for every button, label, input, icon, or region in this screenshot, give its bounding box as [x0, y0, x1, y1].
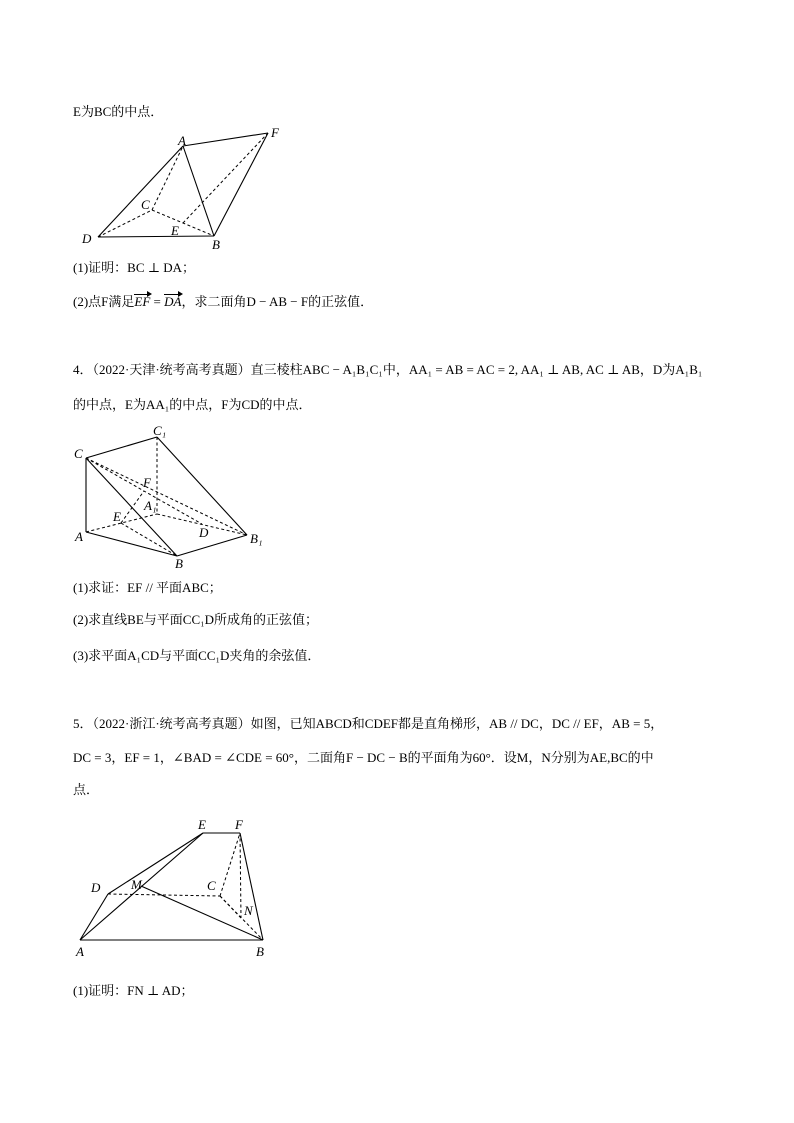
q3-part2-eq: =: [150, 294, 165, 309]
figure-q5: [75, 817, 264, 959]
edge-ab: [183, 146, 214, 236]
label-d: D: [91, 880, 101, 895]
label-f: F: [143, 475, 151, 490]
edge-c1b1: [157, 437, 247, 535]
figure-q3: [81, 125, 280, 252]
label-e: E: [198, 817, 206, 832]
q4-stem-line2: 的中点，E为AA₁的中点，F为CD的中点．: [73, 397, 312, 412]
vector-ef: EF: [134, 294, 151, 309]
label-e: E: [171, 223, 179, 238]
label-f: F: [271, 125, 279, 140]
label-f: F: [235, 817, 243, 832]
label-a: A: [76, 944, 84, 959]
edge-db: [98, 236, 214, 237]
edge-dc: [98, 210, 152, 237]
edge-cn: [220, 896, 241, 918]
label-a1: A₁: [144, 498, 157, 513]
edge-cb1: [86, 458, 247, 535]
label-d: D: [199, 525, 209, 540]
edge-bb1: [177, 535, 247, 556]
q4-part3: (3)求平面A₁CD与平面CC₁D夹角的余弦值．: [73, 648, 321, 663]
q3-intro-tail: E为BC的中点．: [73, 104, 164, 119]
q4-stem-line1: 4．（2022·天津·统考高考真题）直三棱柱ABC − A₁B₁C₁中，AA₁ = AB = AC = 2, AA₁ ⊥ AB, AC ⊥ AB，D为A₁B₁: [73, 362, 703, 377]
edge-ab: [86, 532, 177, 556]
edge-cf: [220, 833, 240, 896]
figure-q4: [74, 423, 262, 571]
edge-ad: [80, 894, 108, 940]
vector-da: DA: [164, 294, 182, 309]
edge-af: [183, 133, 268, 146]
label-e: E: [113, 509, 121, 524]
edge-fb: [214, 133, 268, 236]
q4-part2: (2)求直线BE与平面CC₁D所成角的正弦值；: [73, 612, 319, 627]
label-d: D: [82, 231, 92, 246]
edge-fb: [240, 833, 263, 940]
label-c: C: [207, 878, 216, 893]
edge-ca: [152, 146, 183, 210]
edge-de: [108, 833, 203, 894]
label-b: B: [256, 944, 264, 959]
edge-cb: [220, 896, 263, 940]
q5-stem-line2: DC = 3，EF = 1，∠BAD = ∠CDE = 60°，二面角F − DC − B的平面角为60°．设M，N分别为AE,BC的中: [73, 750, 654, 765]
label-c: C: [141, 197, 150, 212]
q3-part1: (1)证明：BC ⊥ DA；: [73, 260, 196, 275]
edge-cc1: [86, 437, 157, 458]
label-m: M: [131, 877, 142, 892]
q4-part1: (1)求证：EF // 平面ABC；: [73, 580, 222, 595]
edge-cb: [86, 458, 177, 556]
q5-part1: (1)证明：FN ⊥ AD；: [73, 983, 194, 998]
label-c1: C₁: [153, 423, 167, 438]
label-a: A: [75, 529, 83, 544]
edge-fn: [240, 833, 241, 918]
label-b: B: [212, 237, 220, 252]
label-b: B: [175, 556, 183, 571]
q3-part2-pre: (2)点F满足: [73, 294, 135, 309]
edge-be: [121, 523, 177, 556]
q5-stem-line1: 5．（2022·浙江·统考高考真题）如图，已知ABCD和CDEF都是直角梯形，AB // DC，DC // EF，AB = 5，: [73, 716, 664, 731]
label-a: A: [178, 133, 186, 148]
label-n: N: [244, 903, 253, 918]
edge-ef: [183, 133, 268, 223]
q3-part2-post: ，求二面角D − AB − F的正弦值．: [181, 294, 374, 309]
label-b1: B₁: [250, 531, 263, 546]
q5-stem-line3: 点．: [73, 782, 100, 797]
label-c: C: [74, 446, 83, 461]
